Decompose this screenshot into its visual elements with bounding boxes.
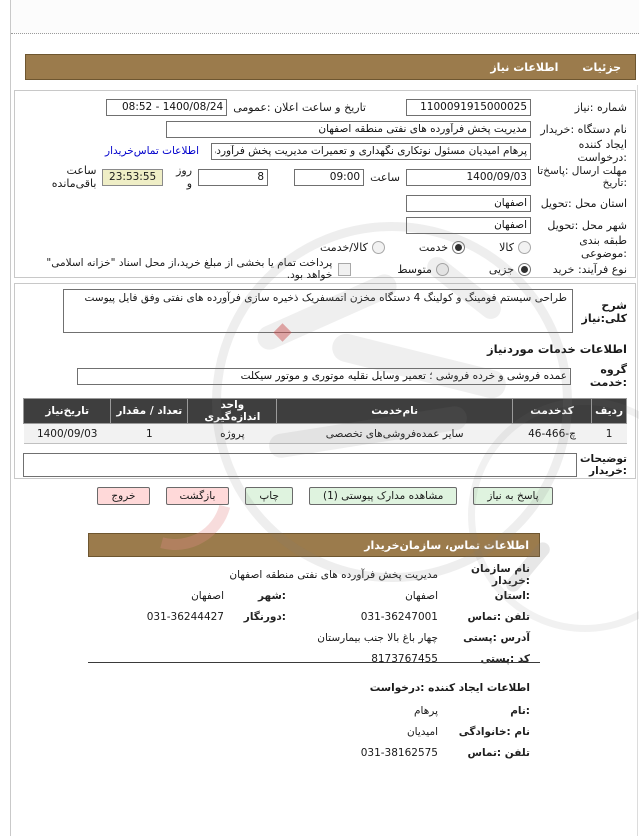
col-quantity: تعداد / مقدار bbox=[111, 399, 188, 424]
process-type-label: نوع فرآیند: خرید bbox=[552, 262, 627, 276]
radio-service-icon[interactable] bbox=[452, 241, 465, 254]
section-divider bbox=[88, 662, 540, 663]
contact-fax-value: 031-36244427 bbox=[146, 610, 224, 623]
cell-need-date: 1400/09/03 bbox=[24, 424, 111, 444]
contact-city-value: اصفهان bbox=[191, 589, 224, 602]
buyer-org-row bbox=[23, 118, 627, 140]
contact-fax-label: :دورنگار bbox=[243, 610, 286, 623]
col-need-date: تاریخ‌نیاز bbox=[24, 399, 111, 424]
view-attached-docs-button[interactable]: مشاهده مدارک پیوستی (1) bbox=[309, 487, 457, 505]
cell-unit: پروژه bbox=[188, 424, 277, 444]
tab-details[interactable]: جزئیات bbox=[582, 60, 621, 74]
request-creator-section bbox=[88, 676, 540, 763]
deadline-time-field[interactable] bbox=[294, 169, 364, 186]
contact-address-value: چهار باغ بالا جنب بیمارستان bbox=[317, 631, 438, 644]
buyer-org-field[interactable] bbox=[166, 121, 531, 138]
respond-to-need-button[interactable]: پاسخ به نیاز bbox=[473, 487, 552, 505]
services-table bbox=[23, 398, 627, 444]
request-creator-heading: اطلاعات ایجاد کننده :درخواست bbox=[369, 682, 530, 694]
announce-datetime-field[interactable] bbox=[106, 99, 227, 116]
classification-option-both: کالا/خدمت bbox=[320, 241, 385, 254]
need-description-label: شرح کلی:نیاز bbox=[581, 299, 627, 325]
postal-code-row bbox=[88, 648, 540, 669]
buyer-notes-row bbox=[23, 453, 627, 477]
need-description-field[interactable]: طراحی سیستم فومینگ و کولینگ 4 دستگاه مخزن اتمسفریک ذخیره سازی فرآورده های نفتی وفق فایل پیوست bbox=[63, 289, 573, 333]
buyer-contact-header-bar bbox=[88, 533, 540, 557]
cell-row-number: 1 bbox=[592, 424, 627, 444]
delivery-province-field[interactable] bbox=[406, 195, 531, 212]
address-row bbox=[88, 627, 540, 648]
col-unit: واحد اندازه‌گیری bbox=[188, 399, 277, 424]
classification-option-goods: کالا bbox=[499, 241, 531, 254]
process-option-minor: جزیی bbox=[489, 263, 531, 276]
org-name-value: مدیریت پخش فرآورده های نفتی منطقه اصفهان bbox=[229, 568, 438, 581]
org-name-label: نام سازمان :خریدار bbox=[471, 562, 530, 587]
creator-last-name-row bbox=[88, 721, 540, 742]
classification-label: طبقه بندی :موضوعی bbox=[579, 234, 627, 260]
reply-deadline-row bbox=[23, 162, 627, 192]
delivery-city-row bbox=[23, 214, 627, 236]
contact-province-value: اصفهان bbox=[405, 589, 438, 602]
delivery-province-label: استان محل :تحویل bbox=[540, 196, 627, 210]
contact-phone-value: 031-36247001 bbox=[360, 610, 438, 623]
classification-option-service: خدمت bbox=[419, 241, 465, 254]
request-creator-label: ایجاد کننده :درخواست bbox=[577, 138, 627, 164]
page-left-border bbox=[10, 0, 11, 836]
contact-phone-label: تلفن :تماس bbox=[467, 610, 530, 623]
remaining-time-label: ساعت باقی‌مانده bbox=[51, 164, 97, 190]
contact-province-label: :استان bbox=[494, 589, 530, 602]
creator-first-name-value: پرهام bbox=[414, 704, 438, 717]
delivery-province-row bbox=[23, 192, 627, 214]
org-name-row bbox=[88, 564, 540, 585]
services-table-header-row bbox=[24, 399, 627, 424]
tab-need-info[interactable]: اطلاعات نیاز bbox=[490, 60, 559, 74]
creator-last-name-label: نام :خانوادگی bbox=[458, 725, 530, 738]
creator-phone-label: تلفن :تماس bbox=[467, 746, 530, 759]
days-label: روز و bbox=[176, 164, 193, 190]
radio-medium-icon[interactable] bbox=[436, 263, 449, 276]
header-tab-bar bbox=[25, 54, 636, 80]
request-creator-field[interactable] bbox=[211, 143, 531, 160]
phone-fax-row bbox=[88, 606, 540, 627]
province-city-row bbox=[88, 585, 540, 606]
radio-minor-icon[interactable] bbox=[518, 263, 531, 276]
need-number-row bbox=[23, 96, 627, 118]
action-buttons-row bbox=[14, 487, 636, 505]
contact-city-label: :شهر bbox=[258, 589, 286, 602]
reply-deadline-label: مهلت ارسال :پاسخ‌تا :تاریخ bbox=[537, 164, 627, 189]
buyer-notes-label: توضیحات :خریدار bbox=[579, 453, 627, 478]
deadline-date-field[interactable] bbox=[406, 169, 531, 186]
service-group-label: گروه :خدمت bbox=[589, 363, 627, 389]
radio-goods-icon[interactable] bbox=[518, 241, 531, 254]
treasury-payment-label: پرداخت تمام یا بخشی از مبلغ خرید،از محل اسناد "خزانه اسلامی" خواهد بود. bbox=[46, 257, 333, 281]
cell-service-name: سایر عمده‌فروشی‌های تخصصی bbox=[277, 424, 512, 444]
services-panel bbox=[14, 283, 636, 479]
buyer-contact-link[interactable]: اطلاعات تماس‌خریدار bbox=[105, 145, 199, 157]
treasury-payment-checkbox[interactable] bbox=[338, 263, 351, 276]
buyer-notes-field[interactable] bbox=[23, 453, 577, 477]
top-band bbox=[11, 0, 639, 34]
delivery-city-field[interactable] bbox=[406, 217, 531, 234]
cell-service-code: چ-466-46 bbox=[512, 424, 591, 444]
creator-first-name-label: :نام bbox=[510, 704, 530, 717]
cell-quantity: 1 bbox=[111, 424, 188, 444]
need-number-field[interactable] bbox=[406, 99, 531, 116]
required-services-heading: اطلاعات خدمات موردنیاز bbox=[487, 342, 627, 356]
delivery-city-label: شهر محل :تحویل bbox=[547, 218, 627, 232]
print-button[interactable]: چاپ bbox=[245, 487, 293, 505]
back-button[interactable]: بازگشت bbox=[166, 487, 230, 505]
buyer-org-label: نام دستگاه :خریدار bbox=[540, 122, 627, 136]
deadline-time-label: ساعت bbox=[370, 170, 400, 184]
remaining-days-field[interactable] bbox=[198, 169, 268, 186]
need-number-label: شماره :نیاز bbox=[574, 100, 627, 114]
classification-row bbox=[23, 236, 627, 258]
table-row bbox=[24, 424, 627, 444]
need-info-panel bbox=[14, 90, 636, 281]
creator-first-name-row bbox=[88, 700, 540, 721]
contact-address-label: آدرس :پستی bbox=[463, 631, 530, 644]
service-group-row bbox=[23, 363, 627, 389]
need-description-row bbox=[23, 289, 627, 333]
request-creator-row bbox=[23, 140, 627, 162]
buyer-contact-heading: اطلاعات تماس، سازمان‌خریدار bbox=[364, 538, 529, 552]
service-group-field[interactable] bbox=[77, 368, 571, 385]
process-type-row bbox=[23, 258, 627, 280]
col-service-name: نام‌خدمت bbox=[277, 399, 512, 424]
creator-phone-value: 031-38162575 bbox=[360, 746, 438, 759]
exit-button[interactable]: خروج bbox=[97, 487, 149, 505]
postal-code-value: 8173767455 bbox=[371, 652, 438, 665]
col-service-code: کدخدمت bbox=[512, 399, 591, 424]
creator-last-name-value: امیدیان bbox=[406, 725, 438, 738]
buyer-contact-section bbox=[88, 564, 540, 669]
radio-goods-service-icon[interactable] bbox=[372, 241, 385, 254]
page-right-border bbox=[637, 85, 638, 836]
announce-datetime-label: تاریخ و ساعت اعلان :عمومی bbox=[233, 100, 366, 114]
remaining-time-box: 23:53:55 bbox=[102, 169, 162, 186]
creator-phone-row bbox=[88, 742, 540, 763]
postal-code-label: کد :پستی bbox=[480, 652, 530, 665]
process-option-medium: متوسط bbox=[397, 263, 449, 276]
col-row-number: ردیف bbox=[592, 399, 627, 424]
